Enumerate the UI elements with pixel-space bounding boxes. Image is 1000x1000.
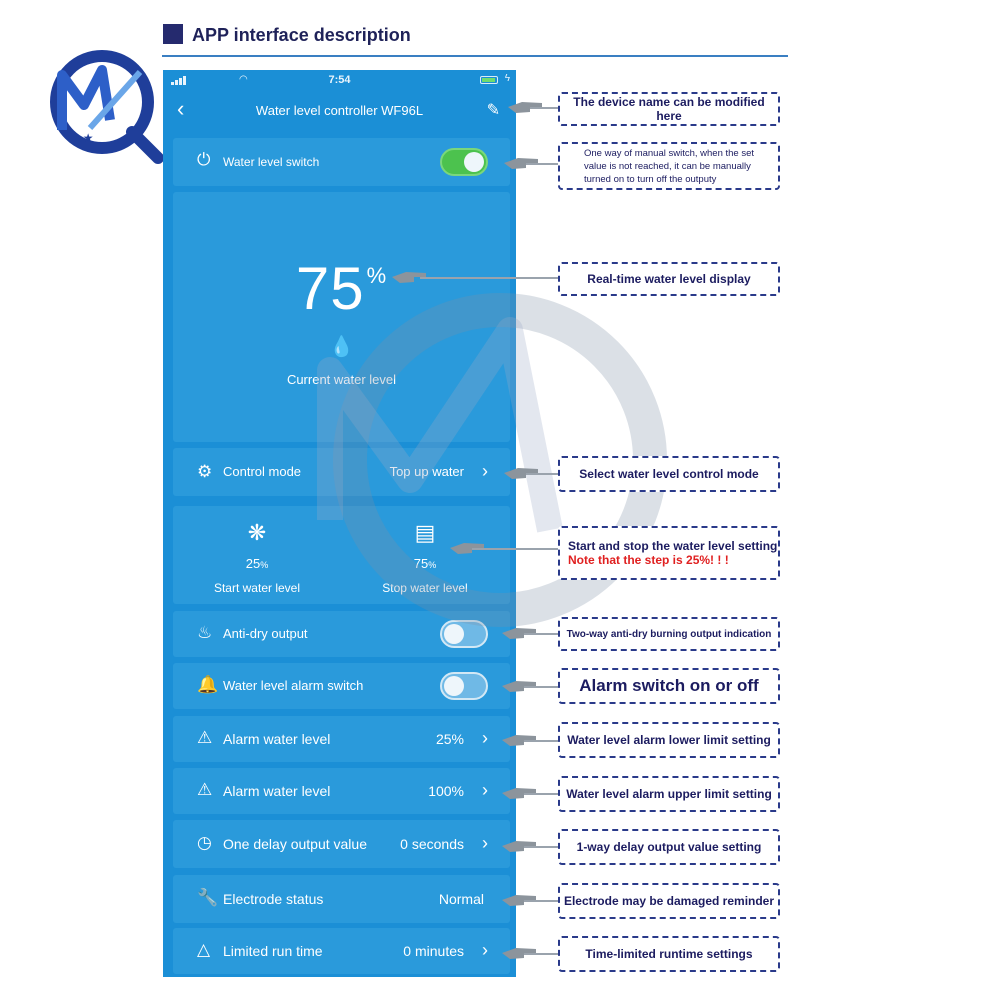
callout-alarm-switch: Alarm switch on or off (558, 668, 780, 704)
control-mode-label: Control mode (223, 464, 302, 479)
chevron-right-icon: › (482, 728, 488, 748)
wrench-icon: 🔧 (197, 888, 219, 907)
start-level-value: 25% (245, 556, 269, 571)
pointing-hand-icon (500, 784, 542, 802)
runtime-label: Limited run time (223, 943, 323, 959)
pointing-hand-icon (506, 98, 548, 116)
control-mode-value: Top up water (389, 464, 464, 479)
callout-device-name: The device name can be modified here (558, 92, 780, 126)
water-level-switch-row (173, 138, 510, 186)
phone-screen (163, 70, 516, 977)
control-mode-row[interactable] (173, 448, 510, 496)
anti-dry-row (173, 611, 510, 657)
start-level-label: Start water level (213, 581, 301, 595)
delay-value: 0 seconds (400, 836, 464, 852)
warning-triangle-icon: △ (197, 940, 211, 959)
flame-icon: ♨ (197, 623, 213, 642)
siren-icon: ⚠ (197, 728, 213, 747)
callout-control-mode: Select water level control mode (558, 456, 780, 492)
pointing-hand-icon (500, 677, 542, 695)
pointing-hand-icon (500, 891, 542, 909)
callout-step-note: Note that the step is 25%! ! ! (568, 553, 729, 567)
electrode-row (173, 875, 510, 923)
current-level-label: Current water level (286, 372, 397, 387)
connector-line (420, 277, 560, 279)
alarm-low-label: Alarm water level (223, 731, 331, 747)
callout-runtime: Time-limited runtime settings (558, 936, 780, 972)
water-level-switch-toggle[interactable] (440, 148, 488, 176)
pointing-hand-icon (500, 731, 542, 749)
chevron-right-icon: › (482, 461, 488, 481)
battery-icon (480, 76, 498, 84)
alarm-low-value: 25% (435, 731, 464, 747)
page-title: APP interface description (192, 25, 411, 45)
alarm-switch-toggle[interactable] (440, 672, 488, 700)
callout-start-stop-text: Start and stop the water level setting (568, 539, 778, 553)
callout-manual-switch: One way of manual switch, when the set value is not reached, it can be manually turned on to turn off the outputy (558, 142, 780, 190)
chevron-right-icon: › (482, 940, 488, 960)
tank-icon: ▤ (414, 520, 436, 545)
alarm-high-label: Alarm water level (223, 783, 331, 799)
gear-icon: ⚙ (197, 462, 213, 481)
anti-dry-label: Anti-dry output (223, 626, 308, 641)
electrode-value: Normal (438, 891, 484, 907)
pointing-hand-icon (448, 539, 490, 557)
clock-icon: ◷ (197, 833, 212, 852)
callout-electrode: Electrode may be damaged reminder (558, 883, 780, 919)
alarm-high-value: 100% (428, 783, 464, 799)
svg-text:★★: ★★ (72, 131, 94, 145)
pointing-hand-icon (500, 624, 542, 642)
status-time: 7:54 (328, 74, 351, 86)
pointing-hand-icon (502, 154, 544, 172)
pointing-hand-icon (500, 944, 542, 962)
charging-icon: ϟ (504, 73, 510, 84)
edit-pencil-icon[interactable]: ✎ (486, 102, 500, 119)
fan-icon: ❋ (247, 520, 267, 545)
anti-dry-toggle[interactable] (440, 620, 488, 648)
status-bar (163, 70, 516, 90)
callout-realtime: Real-time water level display (558, 262, 780, 296)
delay-row[interactable] (173, 820, 510, 868)
back-arrow-icon[interactable]: ‹ (177, 96, 185, 121)
delay-label: One delay output value (223, 836, 367, 852)
pointing-hand-icon (500, 837, 542, 855)
header-divider (162, 55, 788, 57)
brand-logo-icon (40, 40, 165, 165)
water-level-switch-label: Water level switch (223, 155, 320, 169)
electrode-label: Electrode status (223, 891, 324, 907)
header-marker (163, 24, 183, 44)
siren-icon: ⚠ (197, 780, 213, 799)
callout-lower-limit: Water level alarm lower limit setting (558, 722, 780, 758)
callout-delay: 1-way delay output value setting (558, 829, 780, 865)
stop-level-value: 75% (413, 556, 437, 571)
alarm-switch-label: Water level alarm switch (223, 678, 364, 693)
stop-level-label: Stop water level (382, 581, 468, 595)
device-name: Water level controller WF96L (255, 103, 424, 118)
power-icon: ⏻ (197, 150, 211, 169)
start-level-setting[interactable] (173, 506, 341, 595)
pointing-hand-icon (502, 464, 544, 482)
chevron-right-icon: › (482, 833, 488, 853)
bell-icon: 🔔 (197, 675, 219, 694)
wifi-icon: ◠ (239, 74, 248, 85)
water-drops-icon: 💧 (329, 336, 354, 358)
level-display-card (173, 192, 510, 442)
callout-start-stop (558, 526, 780, 580)
nav-bar (163, 96, 516, 126)
chevron-right-icon: › (482, 780, 488, 800)
alarm-low-row[interactable] (173, 716, 510, 762)
runtime-value: 0 minutes (403, 943, 464, 959)
alarm-switch-row (173, 663, 510, 709)
pointing-hand-icon (390, 268, 432, 286)
callout-upper-limit: Water level alarm upper limit setting (558, 776, 780, 812)
alarm-high-row[interactable] (173, 768, 510, 814)
callout-anti-dry: Two-way anti-dry burning output indication (558, 617, 780, 651)
runtime-row[interactable] (173, 928, 510, 974)
current-level-value: 75% (295, 255, 388, 322)
